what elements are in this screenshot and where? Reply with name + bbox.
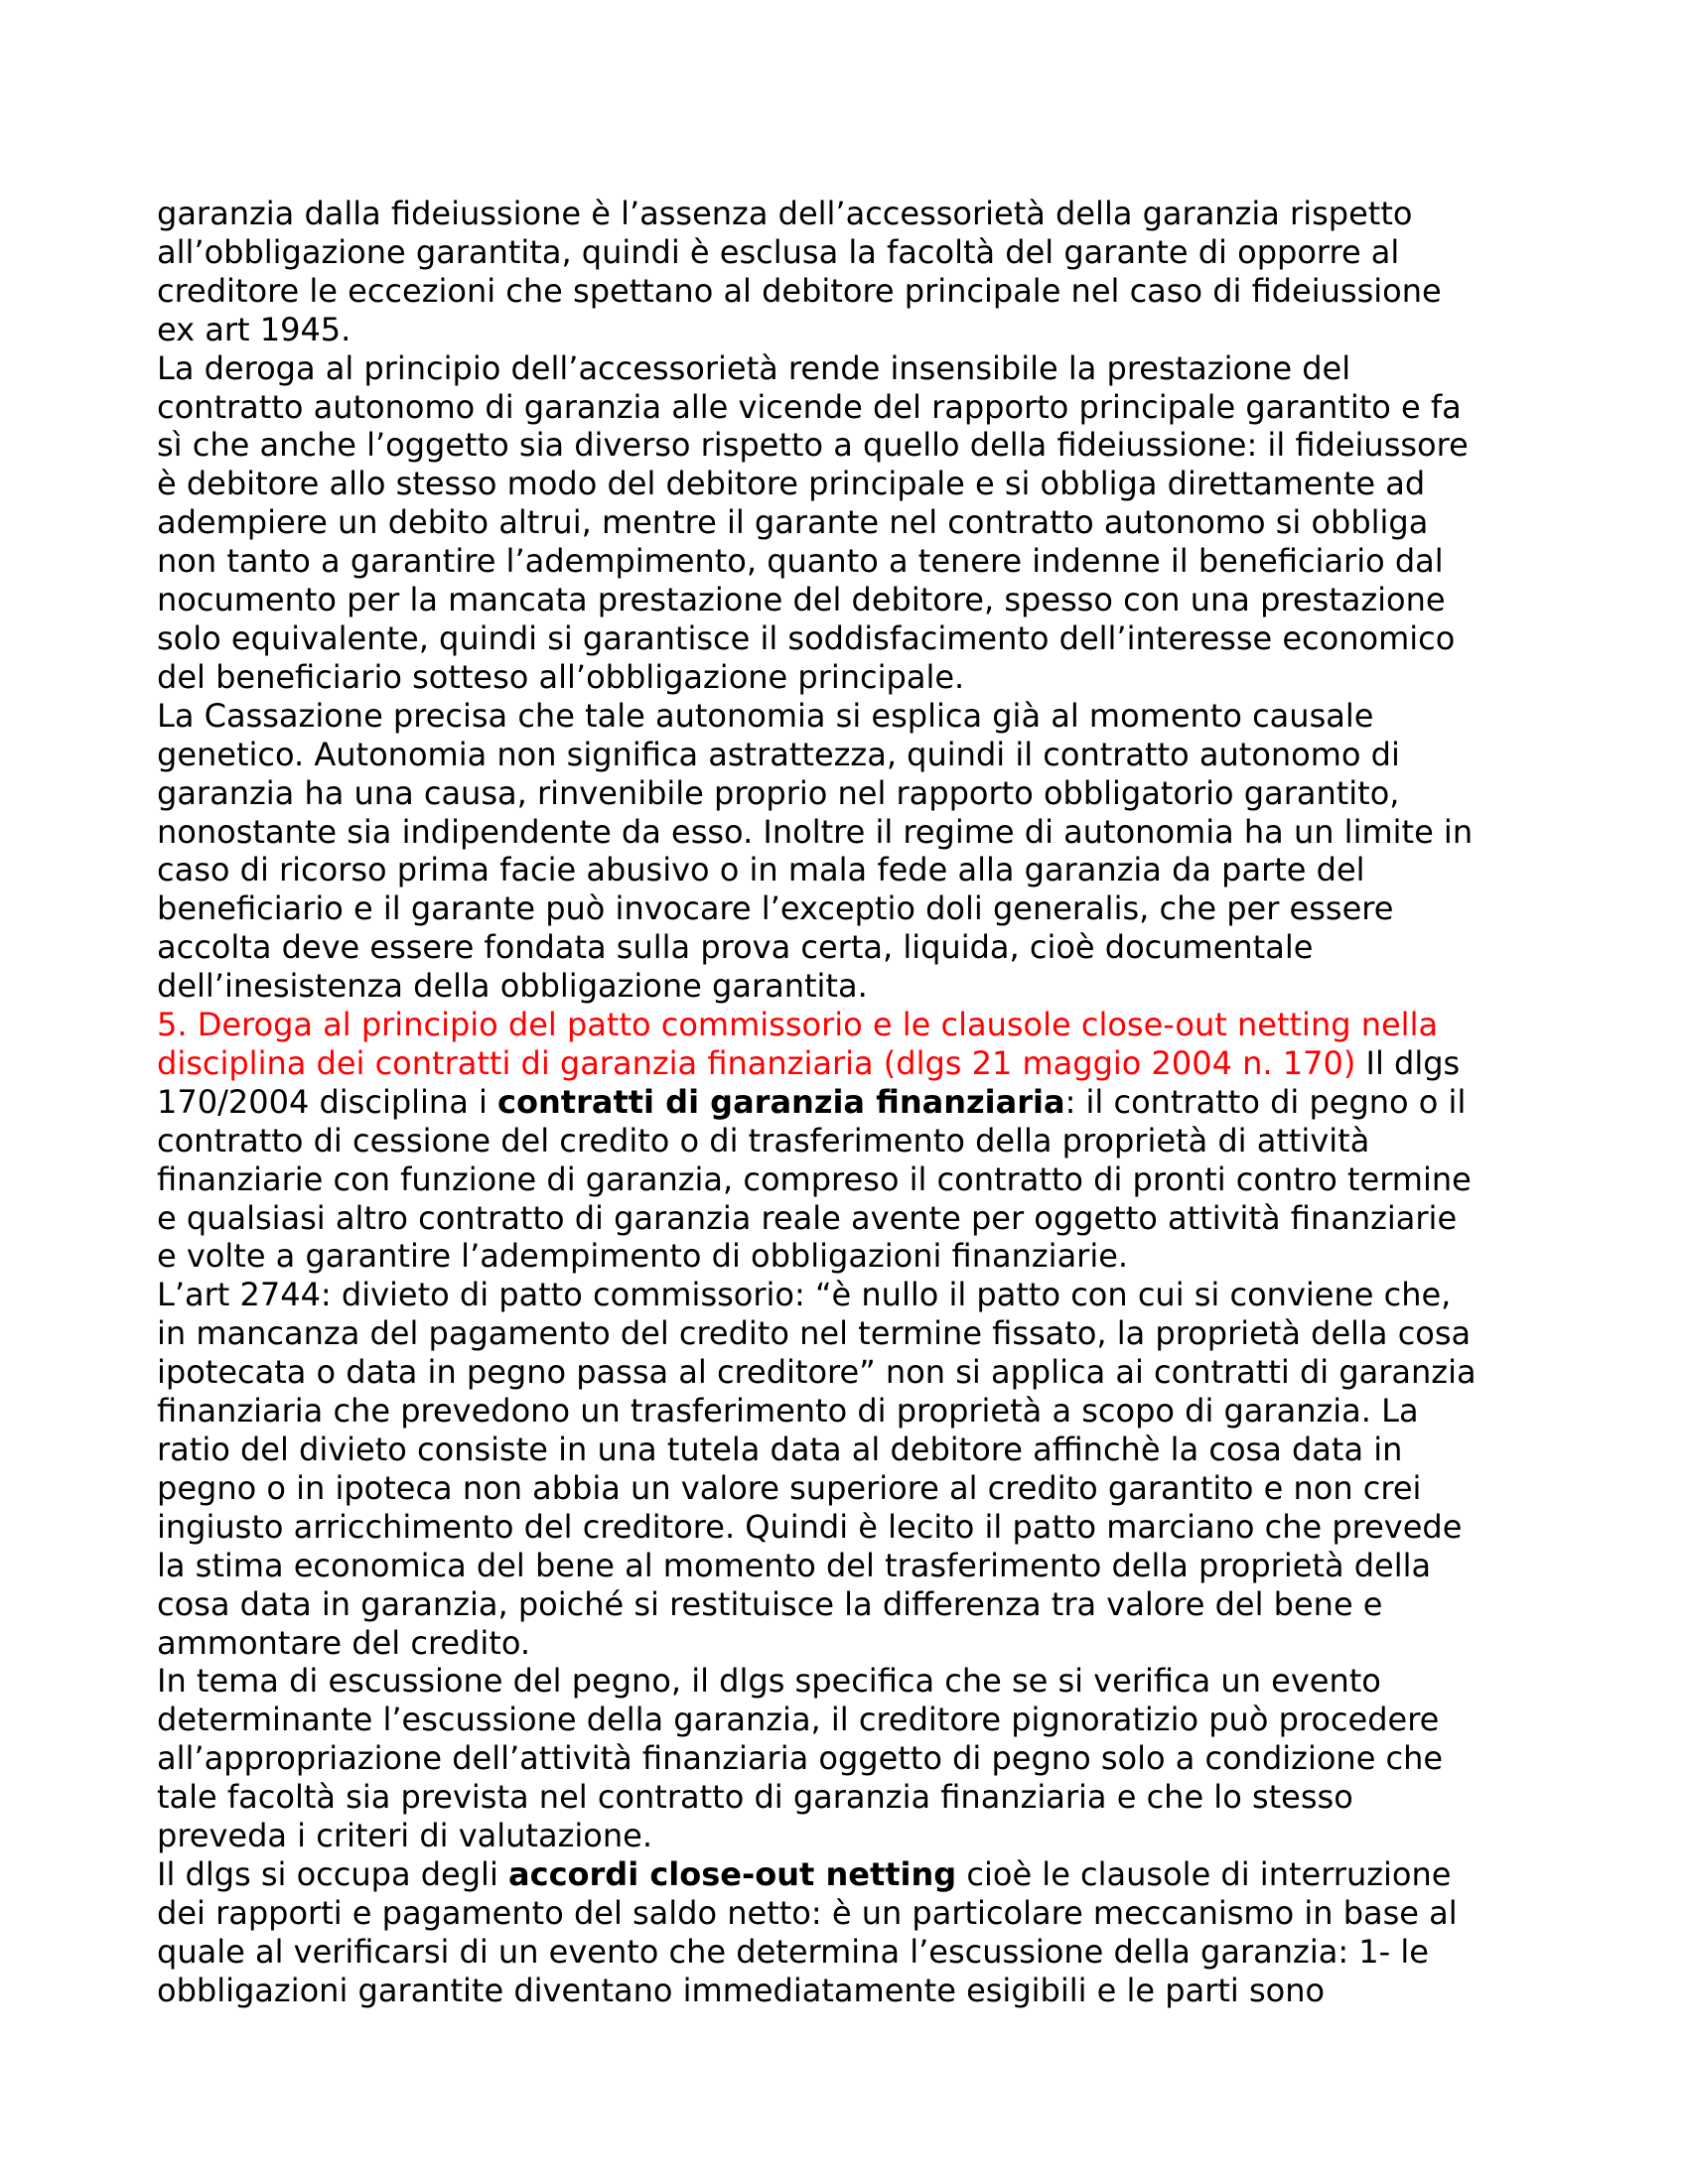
document-page <box>157 195 1547 2010</box>
paragraph-4-text-b: : il contratto di pegno o il contratto di cessione del credito o di trasferimento della proprietà di attività finanziarie con funzione di garanzia, compreso il contratto di pronti contro termine e qualsiasi altro contratto di garanzia reale avente per oggetto attività finanziarie e volte a garantire l’adempimento di obbligazioni finanziarie. <box>157 1082 1472 1276</box>
section-heading: 5. Deroga al principio del patto commissorio e le clausole close-out netting nella disciplina dei contratti di garanzia finanziaria (dlgs 21 maggio 2004 n. 170) <box>157 1006 1439 1082</box>
paragraph-4-text-a: Il dlgs 170/2004 disciplina i <box>157 1043 1461 1121</box>
paragraph-6: In tema di escussione del pegno, il dlgs specifica che se si verifica un evento determinante l’escussione della garanzia, il creditore pignoratizio può procedere all’appropriazione dell’attività finanziaria oggetto di pegno solo a condizione che tale facoltà sia prevista nel contratto di garanzia finanziaria e che lo stesso preveda i criteri di valutazione. <box>157 1662 1444 1855</box>
paragraph-7-bold-term: accordi close-out netting <box>508 1854 957 1893</box>
paragraph-7 <box>157 1855 1547 2010</box>
paragraph-1: garanzia dalla fideiussione è l’assenza dell’accessorietà della garanzia rispetto all’obbligazione garantita, quindi è esclusa la facoltà del garante di opporre al creditore le eccezioni che spettano al debitore principale nel caso di fideiussione ex art 1945. <box>157 195 1442 348</box>
paragraph-7-text-a: Il dlgs si occupa degli <box>157 1854 508 1893</box>
paragraph-3: La Cassazione precisa che tale autonomia si esplica già al momento causale genetico. Autonomia non significa astrattezza, quindi il contratto autonomo di garanzia ha una causa, rinvenibile proprio nel rapporto obbligatorio garantito, nonostante sia indipendente da esso. Inoltre il regime di autonomia ha un limite in caso di ricorso prima facie abusivo o in mala fede alla garanzia da parte del beneficiario e il garante può invocare l’exceptio doli generalis, che per essere accolta deve essere fondata sulla prova certa, liquida, cioè documentale dell’inesistenza della obbligazione garantita. <box>157 696 1474 1006</box>
paragraph-5: L’art 2744: divieto di patto commissorio: “è nullo il patto con cui si conviene che, in mancanza del pagamento del credito nel termine fissato, la proprietà della cosa ipotecata o data in pegno passa al creditore” non si applica ai contratti di garanzia finanziaria che prevedono un trasferimento di proprietà a scopo di garanzia. La ratio del divieto consiste in una tutela data al debitore affinchè la cosa data in pegno o in ipoteca non abbia un valore superiore al credito garantito e non crei ingiusto arricchimento del creditore. Quindi è lecito il patto marciano che prevede la stima economica del bene al momento del trasferimento della proprietà della cosa data in garanzia, poiché si restituisce la differenza tra valore del bene e ammontare del credito. <box>157 1276 1477 1662</box>
paragraph-2: La deroga al principio dell’accessorietà rende insensibile la prestazione del contratto autonomo di garanzia alle vicende del rapporto principale garantito e fa sì che anche l’oggetto sia diverso rispetto a quello della fideiussione: il fideiussore è debitore allo stesso modo del debitore principale e si obbliga direttamente ad adempiere un debito altrui, mentre il garante nel contratto autonomo si obbliga non tanto a garantire l’adempimento, quanto a tenere indenne il beneficiario dal nocumento per la mancata prestazione del debitore, spesso con una prestazione solo equivalente, quindi si garantisce il soddisfacimento dell’interesse economico del beneficiario sotteso all’obbligazione principale. <box>157 348 1469 696</box>
paragraph-4 <box>157 1006 1547 1276</box>
paragraph-4-bold-term: contratti di garanzia finanziaria <box>497 1082 1065 1121</box>
paragraph-7-text-b: cioè le clausole di interruzione dei rapporti e pagamento del saldo netto: è un particolare meccanismo in base al quale al verificarsi di un evento che determina l’escussione della garanzia: 1- le obbligazioni garantite diventano immediatamente esigibili e le parti sono <box>157 1854 1458 2009</box>
